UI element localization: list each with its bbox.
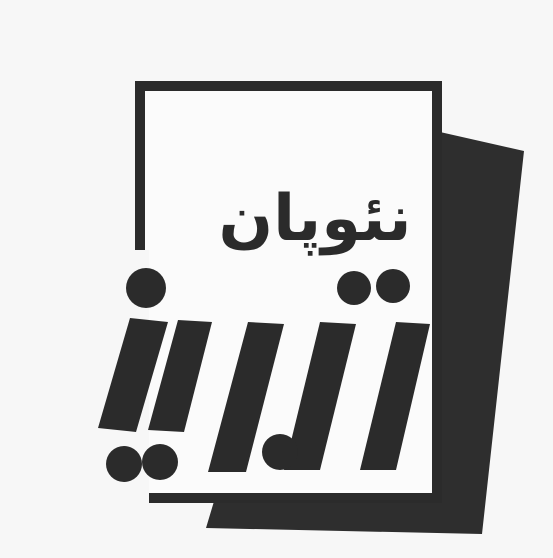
wordmark-dot-bottom-3	[262, 434, 298, 470]
brand-name-text: نئوپان	[218, 182, 412, 256]
wordmark-dot-top-1	[337, 271, 371, 305]
wordmark-dot-bottom-1	[106, 446, 142, 482]
wordmark-dot-top-2	[376, 269, 410, 303]
wordmark-dot-bottom-2	[142, 444, 178, 480]
wordmark-dot-top-left	[126, 268, 166, 308]
wordmark-text: تبریز	[270, 547, 282, 554]
